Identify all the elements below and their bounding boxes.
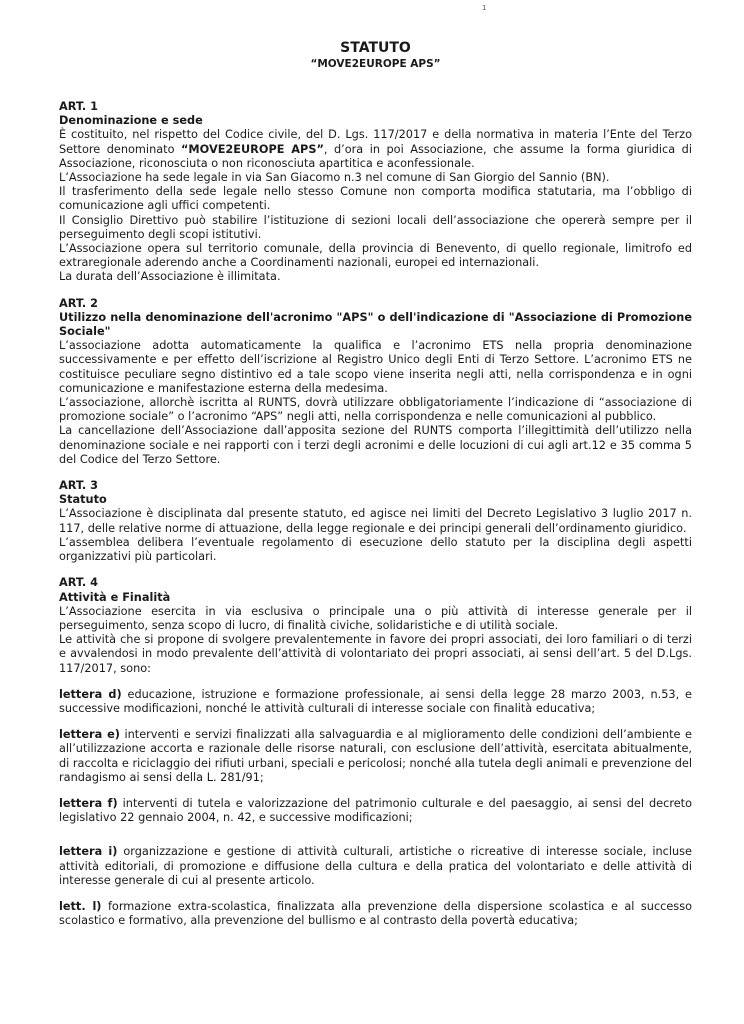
document-body <box>59 100 692 940</box>
article-title: Attività e Finalità <box>59 590 171 604</box>
article-title: Statuto <box>59 493 107 507</box>
letter-item <box>59 688 692 716</box>
document-title: STATUTO <box>340 40 411 56</box>
paragraph: L’Associazione esercita in via esclusiva o principale una o più attività di interesse generale per il perseguimento, senza scopo di lucro, di finalità civiche, solidaristiche e di utilità sociale. <box>59 604 692 632</box>
letter-label: lettera f) <box>59 796 118 810</box>
letter-item <box>59 728 692 785</box>
letter-item <box>59 900 692 928</box>
letter-label: lett. l) <box>59 899 102 913</box>
article-1 <box>59 100 692 285</box>
letter-label: lettera i) <box>59 845 118 859</box>
paragraph: L’associazione, allorchè iscritta al RUNTS, dovrà utilizzare obbligatoriamente l’indicazione di “associazione di promozione sociale” o l’acronimo “APS” negli atti, nella corrispondenza e nelle comunicazioni al pubblico. <box>59 396 692 424</box>
paragraph: L’associazione adotta automaticamente la qualifica e l’acronimo ETS nella propria denominazione successivamente e per effetto dell’iscrizione al Registro Unico degli Enti di Terzo Settore. L’acronimo ETS ne costituisce peculiare segno distintivo ed a tale scopo viene inserita negli atti, nella corrispondenza e in ogni comunicazione e manifestazione esterna della medesima. <box>59 339 692 395</box>
article-2 <box>59 297 692 467</box>
document-subtitle: “MOVE2EUROPE APS” <box>310 58 441 70</box>
letter-item <box>59 845 692 888</box>
letter-item <box>59 797 692 825</box>
letter-text: formazione extra-scolastica, finalizzata alla prevenzione della dispersione scolastica e al successo scolastico e formativo, alla prevenzione del bullismo e al contrasto della povertà educativa; <box>59 899 692 928</box>
article-title: Denominazione e sede <box>59 114 203 128</box>
paragraph: La durata dell’Associazione è illimitata. <box>59 270 281 284</box>
letter-text: organizzazione e gestione di attività culturali, artistiche o ricreative di interesse sociale, incluse attività editoriali, di promozione e diffusione della cultura e della pratica del volontariato e delle attività di interesse generale di cui al presente articolo. <box>59 845 692 887</box>
paragraph: L’Associazione opera sul territorio comunale, della provincia di Benevento, di quello regionale, limitrofo ed extraregionale aderendo anche a Coordinamenti nazionali, europei ed internazionali. <box>59 242 692 270</box>
article-4 <box>59 576 692 928</box>
paragraph-text: , d’ora in poi Associazione, che assume la forma giuridica di Associazione, riconosciuta o non riconosciuta apartitica e aconfessionale. <box>59 142 692 170</box>
article-title: Utilizzo nella denominazione dell'acronimo "APS" o dell'indicazione di "Associazione di Promozione Sociale" <box>59 310 692 339</box>
article-number: ART. 1 <box>59 100 99 113</box>
article-number: ART. 2 <box>59 296 99 310</box>
paragraph: Il trasferimento della sede legale nello stesso Comune non comporta modifica statutaria, ma l’obbligo di comunicazione agli uffici competenti. <box>59 185 692 213</box>
letter-label: lettera e) <box>59 728 120 742</box>
article-number: ART. 4 <box>59 576 99 590</box>
paragraph: L’Associazione è disciplinata dal presente statuto, ed agisce nei limiti del Decreto Legislativo 3 luglio 2017 n. 117, delle relative norme di attuazione, della legge regionale e dei principi generali dell’ordinamento giuridico. <box>59 507 692 535</box>
article-3 <box>59 479 692 564</box>
paragraph: Il Consiglio Direttivo può stabilire l’istituzione di sezioni locali dell’associazione che opererà sempre per il perseguimento degli scopi istitutivi. <box>59 213 692 241</box>
paragraph-text: È costituito, nel rispetto del Codice civile, del D. Lgs. 117/2017 e della normativa in materia l’Ente del Terzo Settore denominato <box>59 128 692 156</box>
paragraph: L’assemblea delibera l’eventuale regolamento di esecuzione dello statuto per la disciplina degli aspetti organizzativi più particolari. <box>59 535 692 564</box>
association-name: “MOVE2EUROPE APS” <box>180 142 324 156</box>
letter-text: interventi di tutela e valorizzazione del patrimonio culturale e del paesaggio, ai sensi del decreto legislativo 22 gennaio 2004, n. 42, e successive modificazioni; <box>59 796 693 825</box>
letter-text: interventi e servizi finalizzati alla salvaguardia e al miglioramento delle condizioni dell’ambiente e all’utilizzazione accorta e razionale delle risorse naturali, con esclusione dell’attività, esercitata abitualmente, di raccolta e riciclaggio dei rifiuti urbani, speciali e pericolosi; nonché alla tutela degli animali e prevenzione del randagismo ai sensi della L. 281/91; <box>59 728 692 784</box>
letter-label: lettera d) <box>59 687 122 701</box>
article-number: ART. 3 <box>59 479 99 493</box>
paragraph: Le attività che si propone di svolgere prevalentemente in favore dei propri associati, dei loro familiari o di terzi e avvalendosi in modo prevalente dell’attività di volontariato dei propri associati, ai sensi dell’art. 5 del D.Lgs. 117/2017, sono: <box>59 633 692 675</box>
paragraph: La cancellazione dell’Associazione dall’apposita sezione del RUNTS comporta l’illegittimità dell’utilizzo nella denominazione sociale e nei rapporti con i terzi degli acronimi e delle locuzioni di cui agli art.12 e 35 comma 5 del Codice del Terzo Settore. <box>59 424 692 466</box>
page-mark: 1 <box>482 4 487 12</box>
letter-text: educazione, istruzione e formazione professionale, ai sensi della legge 28 marzo 2003, n.53, e successive modificazioni, nonché le attività culturali di interesse sociale con finalità educativa; <box>59 687 693 715</box>
paragraph <box>59 128 692 171</box>
paragraph: L’Associazione ha sede legale in via San Giacomo n.3 nel comune di San Giorgio del Sannio (BN). <box>59 171 610 185</box>
